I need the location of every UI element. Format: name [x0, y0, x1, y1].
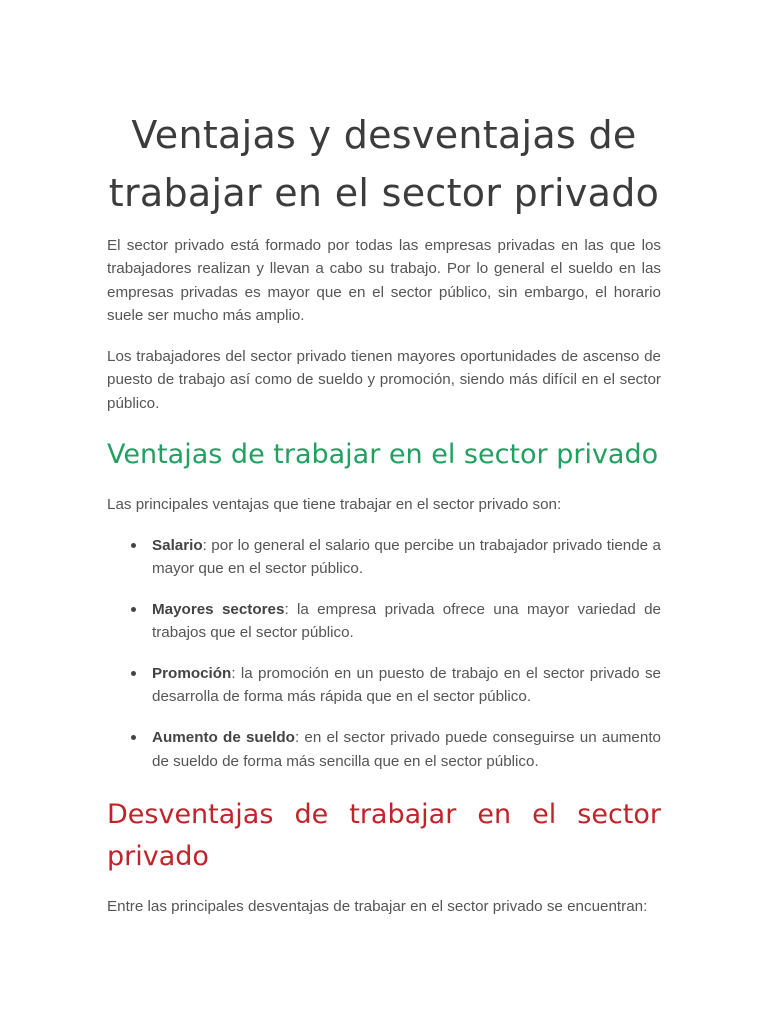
list-item-term: Aumento de sueldo — [152, 729, 295, 747]
bullet-icon — [131, 735, 136, 740]
bullet-icon — [131, 543, 136, 548]
page-title: Ventajas y desventajas de trabajar en el sector privado — [108, 113, 660, 215]
list-item-text: : la empresa privada ofrece una mayor variedad de trabajos que el sector público. — [152, 601, 661, 642]
ventajas-list — [107, 534, 661, 790]
ventajas-heading: Ventajas de trabajar en el sector privado — [107, 439, 659, 470]
list-item — [107, 726, 661, 773]
list-item-term: Promoción — [152, 665, 232, 683]
list-item-text: : por lo general el salario que percibe un trabajador privado tiende a mayor que en el sector público. — [152, 537, 661, 578]
bullet-icon — [131, 607, 136, 612]
list-item — [107, 598, 661, 645]
desventajas-intro: Entre las principales desventajas de trabajar en el sector privado se encuentran: — [107, 898, 648, 915]
list-item — [107, 534, 661, 581]
list-item-text: : la promoción en un puesto de trabajo en el sector privado se desarrolla de forma más rápida que en el sector público. — [152, 665, 661, 706]
list-item — [107, 662, 661, 709]
intro-paragraph-1: El sector privado está formado por todas las empresas privadas en las que los trabajadores realizan y llevan a cabo su trabajo. Por lo general el sueldo en las empresas privadas es mayor que en el sector público, sin embargo, el horario suele ser mucho más amplio. — [107, 237, 661, 324]
list-item-text: : en el sector privado puede conseguirse un aumento de sueldo de forma más sencilla que en el sector público. — [152, 729, 661, 770]
list-item-term: Salario — [152, 537, 203, 554]
desventajas-heading: Desventajas de trabajar en el sector privado — [107, 799, 661, 872]
bullet-icon — [131, 671, 136, 676]
list-item-term: Mayores sectores — [152, 601, 285, 619]
intro-paragraph-2: Los trabajadores del sector privado tienen mayores oportunidades de ascenso de puesto de trabajo así como de sueldo y promoción, siendo más difícil en el sector público. — [107, 348, 661, 412]
ventajas-intro: Las principales ventajas que tiene trabajar en el sector privado son: — [107, 496, 562, 513]
